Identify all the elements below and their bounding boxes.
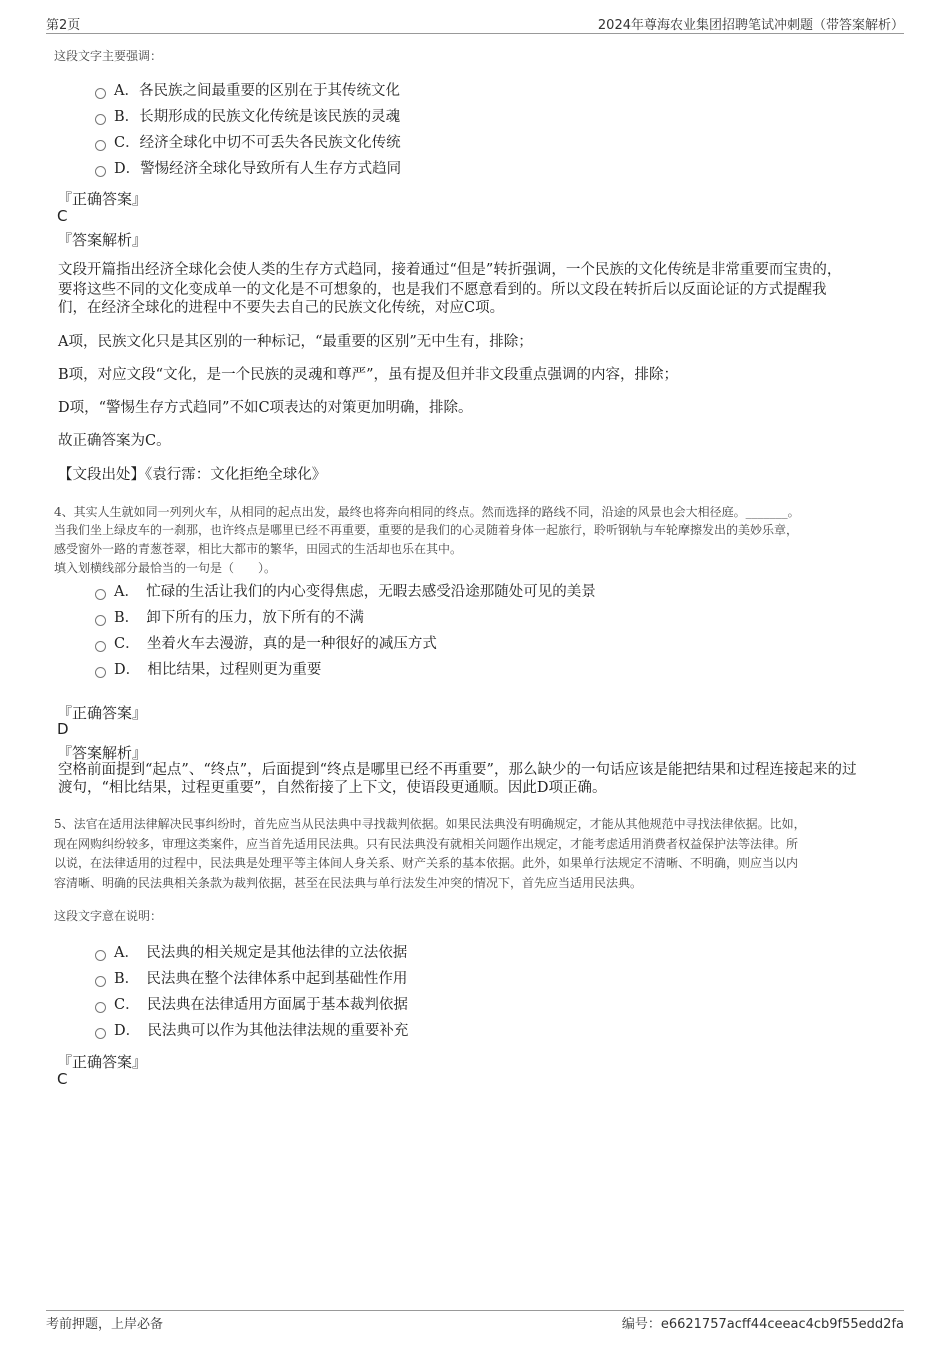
q5-stem-line: 现在网购纠纷较多，审理这类案件，应当首先适用民法典。只有民法典没有就相关问题作出规定，才能考虑适用消费者权益保护法等法律。所 <box>54 837 799 851</box>
q4-option-b[interactable]: B． 卸下所有的压力，放下所有的不满 <box>95 607 364 629</box>
q4-stem-line: 4、其实人生就如同一列列火车，从相同的起点出发，最终也将奔向相同的终点。然而选择的路线不同，沿途的风景也会大相径庭。_______。 <box>54 505 800 519</box>
q4-stem-question: 填入划横线部分最恰当的一句是（ ）。 <box>54 561 277 575</box>
q5-stem-line: 容清晰、明确的民法典相关条款为裁判依据，甚至在民法典与单行法发生冲突的情况下，首先应当适用民法典。 <box>54 876 643 890</box>
radio-icon[interactable] <box>95 976 106 987</box>
footer-slogan: 考前押题，上岸必备 <box>46 1317 164 1332</box>
q3-answer-label: 『正确答案』 <box>57 190 148 208</box>
q4-analysis-label: 『答案解析』 <box>57 744 148 762</box>
q3-option-d[interactable]: D．警惕经济全球化导致所有人生存方式趋同 <box>95 158 401 180</box>
q3-analysis-line: B项，对应文段“文化，是一个民族的灵魂和尊严”，虽有提及但并非文段重点强调的内容，排除； <box>58 367 678 383</box>
q4-stem-line: 感受窗外一路的青葱苍翠，相比大都市的繁华，田园式的生活却也乐在其中。 <box>54 542 463 556</box>
q3-analysis-line: 要将这些不同的文化变成单一的文化是不可想象的，也是我们不愿意看到的。所以文段在转折后以反面论证的方式提醒我 <box>58 282 827 298</box>
q5-option-a[interactable]: A． 民法典的相关规定是其他法律的立法依据 <box>95 942 407 964</box>
q3-analysis-line: D项，“警惕生存方式趋同”不如C项表达的对策更加明确，排除。 <box>58 400 473 416</box>
q3-analysis-line: 文段开篇指出经济全球化会使人类的生存方式趋同，接着通过“但是”转折强调，一个民族的文化传统是非常重要而宝贵的， <box>58 262 842 278</box>
q4-answer-label: 『正确答案』 <box>57 704 148 722</box>
document-title: 2024年尊海农业集团招聘笔试冲刺题（带答案解析） <box>597 18 904 33</box>
q3-analysis-line: 故正确答案为C。 <box>58 433 171 449</box>
radio-icon[interactable] <box>95 641 106 652</box>
q4-analysis-line: 空格前面提到“起点”、“终点”，后面提到“终点是哪里已经不再重要”，那么缺少的一句话应该是能把结果和过程连接起来的过 <box>58 762 857 778</box>
radio-icon[interactable] <box>95 589 106 600</box>
q5-answer-label: 『正确答案』 <box>57 1053 148 1071</box>
q5-stem-line: 以说，在法律适用的过程中，民法典是处理平等主体间人身关系、财产关系的基本依据。此外，如果单行法规定不清晰、不明确，则应当以内 <box>54 856 799 870</box>
q3-answer: C <box>57 207 68 225</box>
q4-option-c[interactable]: C． 坐着火车去漫游，真的是一种很好的减压方式 <box>95 633 437 655</box>
q5-option-c[interactable]: C． 民法典在法律适用方面属于基本裁判依据 <box>95 994 408 1016</box>
q3-option-a[interactable]: A．各民族之间最重要的区别在于其传统文化 <box>95 80 400 102</box>
q3-option-c[interactable]: C．经济全球化中切不可丢失各民族文化传统 <box>95 132 401 154</box>
radio-icon[interactable] <box>95 140 106 151</box>
q5-stem-tail: 这段文字意在说明： <box>54 909 163 923</box>
q3-analysis-line: 们，在经济全球化的进程中不要失去自己的民族文化传统，对应C项。 <box>58 300 505 316</box>
radio-icon[interactable] <box>95 1002 106 1013</box>
q5-option-b[interactable]: B． 民法典在整个法律体系中起到基础性作用 <box>95 968 407 990</box>
radio-icon[interactable] <box>95 1028 106 1039</box>
q4-option-d[interactable]: D． 相比结果，过程则更为重要 <box>95 659 321 681</box>
radio-icon[interactable] <box>95 615 106 626</box>
footer-divider <box>46 1310 904 1311</box>
header-divider <box>46 33 904 34</box>
q5-option-d[interactable]: D． 民法典可以作为其他法律法规的重要补充 <box>95 1020 408 1042</box>
q5-answer: C <box>57 1070 68 1088</box>
document-id: 编号：e6621757acff44ceeac4cb9f55edd2fa <box>621 1317 904 1332</box>
radio-icon[interactable] <box>95 950 106 961</box>
q3-source: 【文段出处】《袁行霈：文化拒绝全球化》 <box>58 467 327 483</box>
radio-icon[interactable] <box>95 667 106 678</box>
radio-icon[interactable] <box>95 114 106 125</box>
q3-analysis-line: A项，民族文化只是其区别的一种标记，“最重要的区别”无中生有，排除； <box>58 334 533 350</box>
q4-option-a[interactable]: A． 忙碌的生活让我们的内心变得焦虑，无暇去感受沿途那随处可见的美景 <box>95 581 596 603</box>
page-number: 第2页 <box>46 18 81 33</box>
q3-stem-tail: 这段文字主要强调： <box>54 49 163 63</box>
q3-analysis-label: 『答案解析』 <box>57 231 148 249</box>
q5-stem-line: 5、法官在适用法律解决民事纠纷时，首先应当从民法典中寻找裁判依据。如果民法典没有明确规定，才能从其他规范中寻找法律依据。比如， <box>54 817 806 831</box>
q4-answer: D <box>57 720 69 738</box>
radio-icon[interactable] <box>95 88 106 99</box>
q3-option-b[interactable]: B．长期形成的民族文化传统是该民族的灵魂 <box>95 106 400 128</box>
radio-icon[interactable] <box>95 166 106 177</box>
q4-analysis-line: 渡句，“相比结果，过程更重要”，自然衔接了上下文，使语段更通顺。因此D项正确。 <box>58 780 607 796</box>
q4-stem-line: 当我们坐上绿皮车的一刹那，也许终点是哪里已经不再重要，重要的是我们的心灵随着身体一起旅行，聆听钢轨与车轮摩擦发出的美妙乐章， <box>54 523 799 537</box>
